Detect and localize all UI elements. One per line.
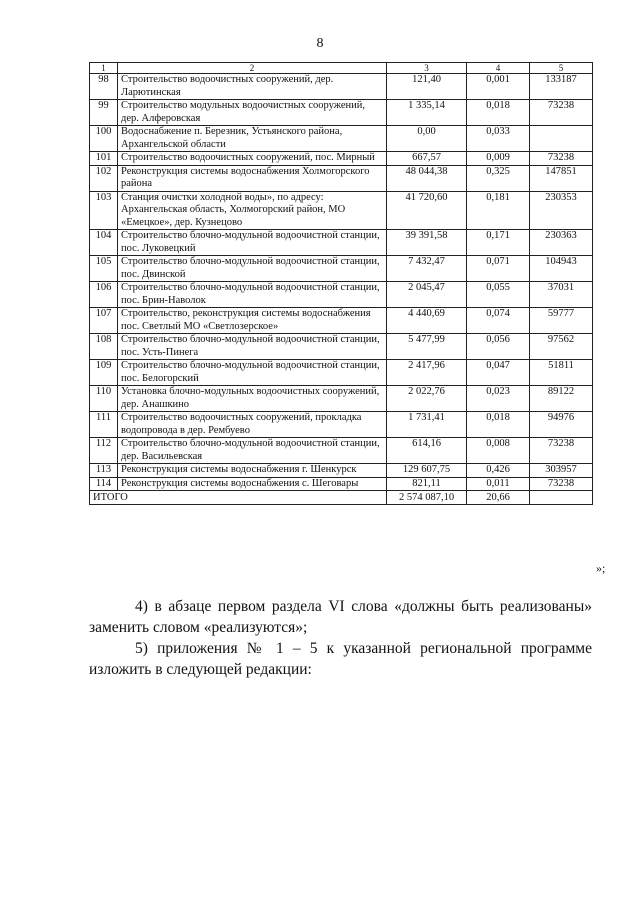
table-row (90, 100, 593, 126)
total-row (90, 491, 593, 505)
row-name: Установка блочно-модульных водоочистных сооружений, дер. Анашкино (118, 386, 387, 412)
row-share: 0,074 (467, 308, 530, 334)
row-share: 0,056 (467, 334, 530, 360)
row-cost: 39 391,58 (387, 230, 467, 256)
row-share: 0,325 (467, 165, 530, 191)
projects-table (89, 62, 593, 505)
row-code: 73238 (530, 100, 593, 126)
row-name: Станция очистки холодной воды», по адресу: Архангельская область, Холмогорский район, МО «Емецкое», дер. Кузнецово (118, 191, 387, 230)
row-share: 0,009 (467, 152, 530, 166)
table-row (90, 230, 593, 256)
row-cost: 41 720,60 (387, 191, 467, 230)
row-name: Строительство блочно-модульной водоочистной станции, пос. Белогорский (118, 360, 387, 386)
row-number: 99 (90, 100, 118, 126)
table-row (90, 191, 593, 230)
row-name: Строительство модульных водоочистных сооружений, дер. Алферовская (118, 100, 387, 126)
row-share: 0,181 (467, 191, 530, 230)
table-row (90, 74, 593, 100)
row-share: 0,047 (467, 360, 530, 386)
row-number: 108 (90, 334, 118, 360)
row-code: 89122 (530, 386, 593, 412)
table-row (90, 126, 593, 152)
row-code: 230353 (530, 191, 593, 230)
column-header: 2 (118, 63, 387, 74)
page-number: 8 (316, 36, 324, 51)
row-cost: 2 022,76 (387, 386, 467, 412)
table-row (90, 308, 593, 334)
row-cost: 1 335,14 (387, 100, 467, 126)
row-code: 303957 (530, 464, 593, 478)
paragraph-item-5: 5) приложения № 1 – 5 к указанной региональной программе изложить в следующей редакции: (89, 640, 592, 678)
column-header: 5 (530, 63, 593, 74)
row-code (530, 126, 593, 152)
row-number: 106 (90, 282, 118, 308)
row-code: 94976 (530, 412, 593, 438)
row-cost: 0,00 (387, 126, 467, 152)
table-row (90, 360, 593, 386)
row-code: 104943 (530, 256, 593, 282)
column-header: 3 (387, 63, 467, 74)
row-name: Строительство блочно-модульной водоочистной станции, пос. Двинской (118, 256, 387, 282)
total-label: ИТОГО (90, 491, 387, 505)
row-number: 100 (90, 126, 118, 152)
row-number: 105 (90, 256, 118, 282)
row-share: 0,023 (467, 386, 530, 412)
row-number: 103 (90, 191, 118, 230)
row-number: 104 (90, 230, 118, 256)
row-cost: 2 045,47 (387, 282, 467, 308)
row-name: Строительство блочно-модульной водоочистной станции, дер. Васильевская (118, 438, 387, 464)
row-cost: 614,16 (387, 438, 467, 464)
row-number: 112 (90, 438, 118, 464)
row-code: 51811 (530, 360, 593, 386)
row-name: Водоснабжение п. Березник, Устьянского района, Архангельской области (118, 126, 387, 152)
row-cost: 48 044,38 (387, 165, 467, 191)
row-number: 107 (90, 308, 118, 334)
row-number: 109 (90, 360, 118, 386)
table-row (90, 464, 593, 478)
row-cost: 667,57 (387, 152, 467, 166)
row-name: Реконструкция системы водоснабжения г. Шенкурск (118, 464, 387, 478)
total-code (530, 491, 593, 505)
row-cost: 7 432,47 (387, 256, 467, 282)
row-share: 0,018 (467, 100, 530, 126)
column-header: 1 (90, 63, 118, 74)
row-cost: 1 731,41 (387, 412, 467, 438)
row-cost: 129 607,75 (387, 464, 467, 478)
row-name: Строительство водоочистных сооружений, пос. Мирный (118, 152, 387, 166)
row-number: 98 (90, 74, 118, 100)
table-row (90, 165, 593, 191)
row-cost: 821,11 (387, 477, 467, 491)
row-name: Реконструкция системы водоснабжения с. Шеговары (118, 477, 387, 491)
row-name: Строительство водоочистных сооружений, прокладка водопровода в дер. Рембуево (118, 412, 387, 438)
table-row (90, 152, 593, 166)
row-share: 0,033 (467, 126, 530, 152)
row-cost: 4 440,69 (387, 308, 467, 334)
row-name: Строительство, реконструкция системы водоснабжения пос. Светлый МО «Светлозерское» (118, 308, 387, 334)
row-share: 0,171 (467, 230, 530, 256)
row-code: 73238 (530, 477, 593, 491)
table-row (90, 282, 593, 308)
table-row (90, 386, 593, 412)
row-code: 147851 (530, 165, 593, 191)
row-number: 110 (90, 386, 118, 412)
row-name: Строительство блочно-модульной водоочистной станции, пос. Луковецкий (118, 230, 387, 256)
row-name: Строительство водоочистных сооружений, дер. Ларютинская (118, 74, 387, 100)
row-share: 0,001 (467, 74, 530, 100)
row-code: 133187 (530, 74, 593, 100)
total-share: 20,66 (467, 491, 530, 505)
closing-quote-mark: »; (596, 561, 606, 575)
row-code: 37031 (530, 282, 593, 308)
row-code: 59777 (530, 308, 593, 334)
row-name: Строительство блочно-модульной водоочистной станции, пос. Усть-Пинега (118, 334, 387, 360)
table-row (90, 256, 593, 282)
row-number: 114 (90, 477, 118, 491)
table-row (90, 334, 593, 360)
row-name: Строительство блочно-модульной водоочистной станции, пос. Брин-Наволок (118, 282, 387, 308)
row-number: 111 (90, 412, 118, 438)
paragraph-item-4: 4) в абзаце первом раздела VI слова «должны быть реализованы» заменить словом «реализуются»; (89, 598, 592, 636)
table-header-row (90, 63, 593, 74)
row-code: 230363 (530, 230, 593, 256)
row-code: 73238 (530, 438, 593, 464)
row-share: 0,426 (467, 464, 530, 478)
row-cost: 121,40 (387, 74, 467, 100)
row-cost: 5 477,99 (387, 334, 467, 360)
column-header: 4 (467, 63, 530, 74)
row-number: 102 (90, 165, 118, 191)
row-cost: 2 417,96 (387, 360, 467, 386)
row-code: 73238 (530, 152, 593, 166)
row-share: 0,071 (467, 256, 530, 282)
row-share: 0,011 (467, 477, 530, 491)
table-row (90, 438, 593, 464)
row-name: Реконструкция системы водоснабжения Холмогорского района (118, 165, 387, 191)
row-share: 0,008 (467, 438, 530, 464)
row-share: 0,055 (467, 282, 530, 308)
row-share: 0,018 (467, 412, 530, 438)
row-code: 97562 (530, 334, 593, 360)
total-cost: 2 574 087,10 (387, 491, 467, 505)
table-row (90, 412, 593, 438)
row-number: 113 (90, 464, 118, 478)
row-number: 101 (90, 152, 118, 166)
table-row (90, 477, 593, 491)
